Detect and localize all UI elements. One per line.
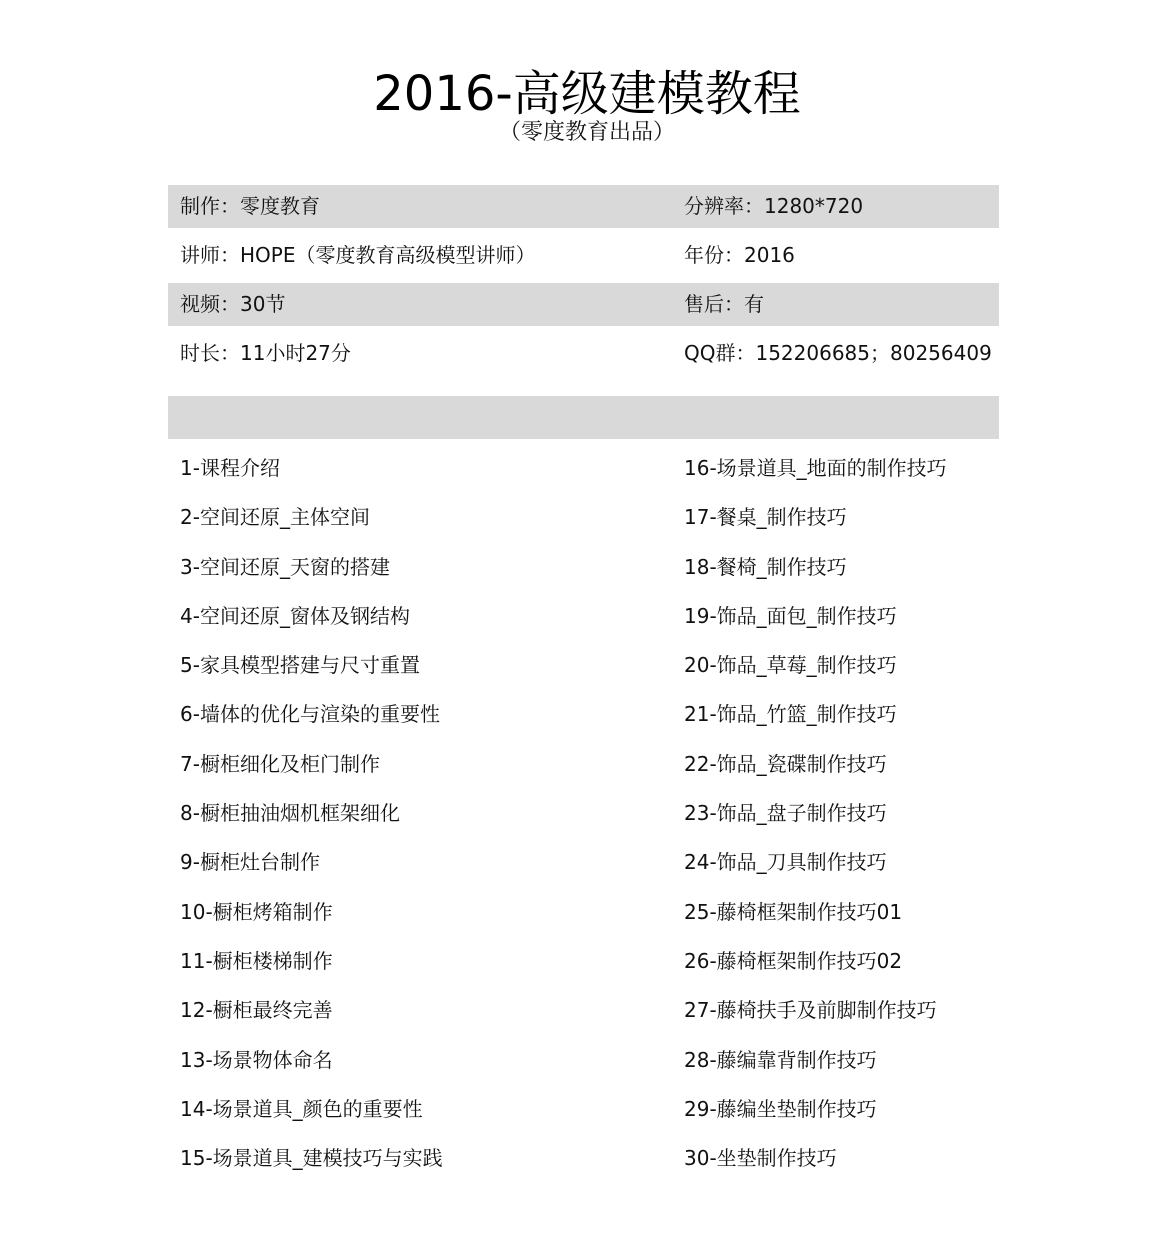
lesson-item: 9-橱柜灶台制作 xyxy=(180,850,320,875)
lesson-row xyxy=(168,742,999,791)
lesson-row xyxy=(168,890,999,939)
lesson-item: 21-饰品_竹篮_制作技巧 xyxy=(684,702,897,727)
info-table xyxy=(168,185,999,439)
lesson-item: 16-场景道具_地面的制作技巧 xyxy=(684,456,947,480)
lesson-item: 25-藤椅框架制作技巧01 xyxy=(684,899,903,924)
lesson-row xyxy=(168,1136,999,1185)
lesson-item: 4-空间还原_窗体及钢结构 xyxy=(180,603,410,628)
lesson-list xyxy=(168,446,999,1185)
resolution-text: 分辨率：1280*720 xyxy=(684,194,864,218)
lesson-item: 28-藤编靠背制作技巧 xyxy=(684,1047,877,1072)
lesson-item: 2-空间还原_主体空间 xyxy=(180,505,370,530)
lesson-item: 7-橱柜细化及柜门制作 xyxy=(180,751,380,776)
lesson-row xyxy=(168,643,999,692)
lesson-item: 3-空间还原_天窗的搭建 xyxy=(180,554,390,579)
lesson-header-bar xyxy=(168,396,999,439)
lesson-item: 13-场景物体命名 xyxy=(180,1047,333,1072)
lesson-item: 18-餐椅_制作技巧 xyxy=(684,554,847,579)
lesson-item: 12-橱柜最终完善 xyxy=(180,998,333,1023)
page-title: 2016-高级建模教程 xyxy=(373,66,801,122)
lesson-row xyxy=(168,1087,999,1136)
info-row-duration xyxy=(168,332,999,375)
lesson-row xyxy=(168,791,999,840)
lesson-item: 8-橱柜抽油烟机框架细化 xyxy=(180,801,400,826)
lesson-item: 14-场景道具_颜色的重要性 xyxy=(180,1096,423,1121)
producer-text: 制作：零度教育 xyxy=(180,194,320,218)
duration-text: 时长：11小时27分 xyxy=(180,341,351,365)
qq-group-text: QQ群：152206685；80256409 xyxy=(684,341,992,365)
videos-text: 视频：30节 xyxy=(180,292,286,316)
lesson-row xyxy=(168,692,999,741)
lesson-item: 26-藤椅框架制作技巧02 xyxy=(684,948,903,973)
info-row-videos xyxy=(168,283,999,326)
lesson-row xyxy=(168,939,999,988)
lesson-item: 17-餐桌_制作技巧 xyxy=(684,505,847,530)
lesson-item: 24-饰品_刀具制作技巧 xyxy=(684,850,887,875)
lesson-item: 22-饰品_瓷碟制作技巧 xyxy=(684,751,887,776)
lesson-item: 10-橱柜烤箱制作 xyxy=(180,899,333,924)
after-sales-text: 售后：有 xyxy=(684,292,764,316)
lesson-item: 5-家具模型搭建与尺寸重置 xyxy=(180,653,420,678)
lesson-row xyxy=(168,495,999,544)
lesson-item: 6-墙体的优化与渲染的重要性 xyxy=(180,702,440,727)
lesson-item: 15-场景道具_建模技巧与实践 xyxy=(180,1146,443,1171)
lesson-item: 30-坐垫制作技巧 xyxy=(684,1146,837,1171)
lesson-item: 1-课程介绍 xyxy=(180,456,280,480)
lesson-item: 11-橱柜楼梯制作 xyxy=(180,948,333,973)
info-row-producer xyxy=(168,185,999,228)
lesson-item: 23-饰品_盘子制作技巧 xyxy=(684,801,887,826)
info-row-lecturer xyxy=(168,234,999,277)
lesson-row xyxy=(168,1038,999,1087)
lesson-row xyxy=(168,594,999,643)
lesson-item: 27-藤椅扶手及前脚制作技巧 xyxy=(684,998,937,1023)
lecturer-text: 讲师：HOPE（零度教育高级模型讲师） xyxy=(180,243,536,267)
year-text: 年份：2016 xyxy=(684,243,795,267)
lesson-row xyxy=(168,840,999,889)
lesson-item: 29-藤编坐垫制作技巧 xyxy=(684,1096,877,1121)
page-subtitle: （零度教育出品） xyxy=(498,120,675,145)
lesson-item: 20-饰品_草莓_制作技巧 xyxy=(684,653,897,678)
lesson-item: 19-饰品_面包_制作技巧 xyxy=(684,603,897,628)
lesson-row xyxy=(168,988,999,1037)
lesson-row xyxy=(168,446,999,495)
lesson-row xyxy=(168,545,999,594)
